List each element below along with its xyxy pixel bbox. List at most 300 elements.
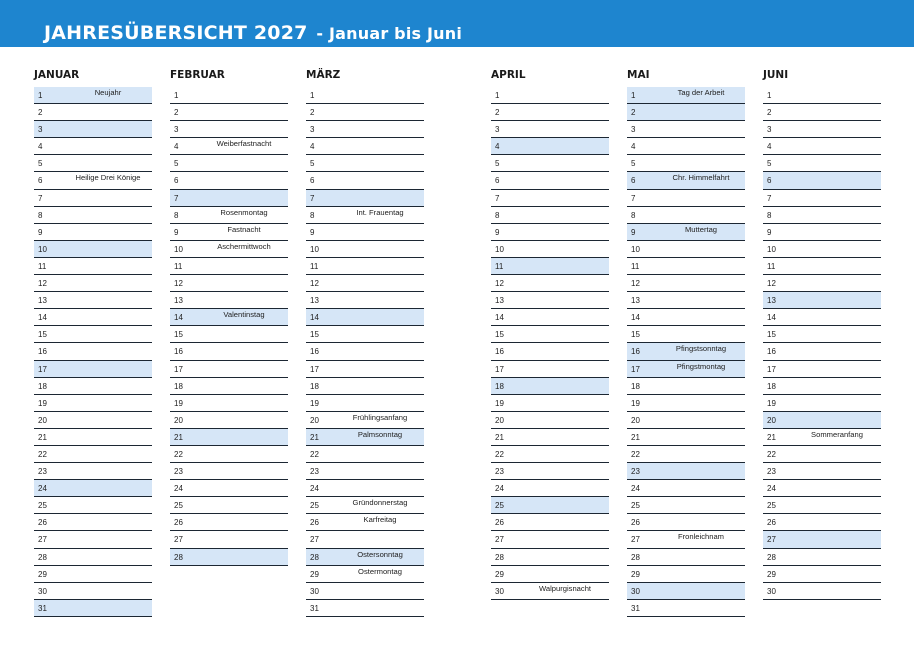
day-row [491,497,609,514]
holiday-label: Rosenmontag [220,207,268,217]
day-number: 25 [495,501,504,511]
day-row [306,395,424,412]
day-number: 22 [174,449,183,459]
day-number: 17 [495,364,504,374]
day-number: 13 [631,296,640,306]
day-row [34,566,152,583]
day-row [306,275,424,292]
month-name: JANUAR [34,69,80,81]
day-number: 19 [174,398,183,408]
month-column-mai [627,69,745,617]
day-number: 26 [174,518,183,528]
day-number: 5 [495,159,500,169]
day-number: 27 [310,535,319,545]
day-row [306,258,424,275]
holiday-label: Heilige Drei Könige [75,173,141,183]
day-number: 30 [631,586,640,596]
day-row [34,446,152,463]
day-row [763,514,881,531]
day-row [306,121,424,138]
day-row [170,326,288,343]
day-number: 22 [38,449,47,459]
day-row [763,224,881,241]
day-row [763,172,881,189]
day-number: 15 [174,330,183,340]
day-number: 28 [631,552,640,562]
day-number: 17 [310,364,319,374]
day-number: 10 [495,244,504,254]
day-number: 6 [38,176,43,186]
day-number: 12 [174,279,183,289]
day-number: 16 [767,347,776,357]
day-row [34,600,152,617]
day-number: 26 [767,518,776,528]
day-number: 31 [38,603,47,613]
day-number: 24 [310,484,319,494]
day-row [491,412,609,429]
day-row [34,514,152,531]
day-row [306,292,424,309]
day-number: 3 [767,125,772,135]
day-row [306,378,424,395]
day-row [627,275,745,292]
day-row [306,309,424,326]
day-number: 7 [38,193,43,203]
day-number: 20 [767,415,776,425]
day-row [34,292,152,309]
day-number: 10 [631,244,640,254]
day-number: 27 [38,535,47,545]
day-number: 7 [631,193,636,203]
day-row [491,138,609,155]
day-number: 15 [495,330,504,340]
day-number: 11 [495,261,504,271]
day-row [306,87,424,104]
day-row [763,549,881,566]
day-row [34,549,152,566]
day-number: 8 [38,210,43,220]
day-number: 8 [495,210,500,220]
day-row [306,207,424,224]
day-number: 14 [631,313,640,323]
day-row [763,241,881,258]
day-row [627,172,745,189]
month-name: APRIL [491,69,526,81]
day-number: 6 [174,176,179,186]
day-row [34,395,152,412]
day-number: 16 [631,347,640,357]
day-number: 24 [174,484,183,494]
day-row [306,446,424,463]
day-row [170,138,288,155]
day-number: 2 [631,108,636,118]
day-row [627,361,745,378]
day-number: 3 [38,125,43,135]
day-row [763,412,881,429]
day-number: 22 [767,449,776,459]
day-row [306,361,424,378]
day-row [306,566,424,583]
day-row [491,395,609,412]
day-number: 20 [174,415,183,425]
day-row [627,326,745,343]
day-number: 24 [767,484,776,494]
day-row [170,497,288,514]
day-number: 25 [767,501,776,511]
day-number: 29 [495,569,504,579]
day-row [34,207,152,224]
day-row [627,497,745,514]
day-number: 10 [174,244,183,254]
day-row [627,309,745,326]
day-number: 16 [38,347,47,357]
month-name: FEBRUAR [170,69,225,81]
day-number: 27 [495,535,504,545]
day-row [627,258,745,275]
day-row [627,429,745,446]
day-number: 3 [310,125,315,135]
day-number: 26 [310,518,319,528]
day-row [763,566,881,583]
day-number: 9 [310,227,315,237]
day-row [491,121,609,138]
day-row [170,207,288,224]
holiday-label: Valentinstag [223,310,265,320]
holiday-label: Aschermittwoch [217,241,271,251]
day-number: 8 [310,210,315,220]
day-number: 19 [38,398,47,408]
holiday-label: Chr. Himmelfahrt [672,173,730,183]
day-number: 11 [310,261,319,271]
day-row [627,514,745,531]
day-number: 19 [631,398,640,408]
day-number: 18 [767,381,776,391]
day-row [170,463,288,480]
day-number: 20 [310,415,319,425]
day-row [491,309,609,326]
day-row [763,446,881,463]
day-row [763,378,881,395]
day-number: 15 [631,330,640,340]
day-number: 3 [495,125,500,135]
day-number: 14 [310,313,319,323]
day-row [627,566,745,583]
holiday-label: Muttertag [684,224,718,234]
holiday-label: Fronleichnam [677,532,724,542]
day-number: 22 [310,449,319,459]
day-row [491,258,609,275]
day-row [34,224,152,241]
day-number: 15 [767,330,776,340]
day-number: 12 [767,279,776,289]
day-row [170,549,288,566]
day-number: 19 [310,398,319,408]
day-number: 13 [495,296,504,306]
holiday-label: Neujahr [94,88,122,97]
day-number: 11 [174,261,183,271]
day-number: 25 [38,501,47,511]
day-number: 27 [174,535,183,545]
day-row [170,480,288,497]
day-row [763,258,881,275]
day-number: 11 [38,261,47,271]
day-row [763,429,881,446]
day-number: 14 [174,313,183,323]
day-row [34,309,152,326]
day-row [491,378,609,395]
day-number: 21 [38,432,47,442]
day-row [170,155,288,172]
day-number: 30 [310,586,319,596]
day-number: 18 [631,381,640,391]
day-number: 19 [767,398,776,408]
day-row [627,531,745,548]
day-number: 13 [767,296,776,306]
day-row [491,207,609,224]
day-number: 4 [631,142,636,152]
day-number: 18 [38,381,47,391]
month-column-juni [763,69,881,600]
day-number: 3 [631,125,636,135]
day-row [170,190,288,207]
day-row [306,463,424,480]
day-number: 7 [310,193,315,203]
holiday-label: Sommeranfang [811,429,863,439]
day-row [627,121,745,138]
day-row [170,241,288,258]
day-row [627,600,745,617]
day-number: 25 [310,501,319,511]
day-number: 23 [38,467,47,477]
day-number: 26 [38,518,47,528]
day-number: 22 [495,449,504,459]
day-number: 6 [310,176,315,186]
day-number: 20 [495,415,504,425]
day-number: 21 [495,432,504,442]
day-row [306,138,424,155]
day-row [170,121,288,138]
month-name: JUNI [763,69,789,81]
day-number: 16 [495,347,504,357]
day-number: 2 [38,108,43,118]
day-number: 1 [310,91,315,100]
day-number: 17 [38,364,47,374]
holiday-label: Ostermontag [358,566,402,576]
day-row [170,275,288,292]
day-number: 1 [495,91,500,100]
holiday-label: Int. Frauentag [356,207,404,217]
holiday-label: Pfingstmontag [676,361,726,371]
day-number: 22 [631,449,640,459]
day-row [34,104,152,121]
day-row [170,514,288,531]
day-row [491,275,609,292]
day-row [306,497,424,514]
day-number: 2 [310,108,315,118]
day-row [627,292,745,309]
day-number: 16 [310,347,319,357]
day-row [763,155,881,172]
day-number: 15 [310,330,319,340]
day-number: 1 [631,91,636,100]
day-number: 20 [38,415,47,425]
header-bar [0,0,914,47]
day-number: 8 [631,210,636,220]
day-row [170,378,288,395]
day-row [491,172,609,189]
day-number: 1 [767,91,772,100]
day-number: 25 [631,501,640,511]
day-number: 31 [310,603,319,613]
day-row [763,309,881,326]
day-row [170,395,288,412]
day-row [627,104,745,121]
day-row [491,224,609,241]
day-number: 9 [38,227,43,237]
day-row [627,378,745,395]
day-number: 9 [174,227,179,237]
day-number: 18 [174,381,183,391]
day-number: 28 [174,552,183,562]
day-row [170,531,288,548]
day-row [763,121,881,138]
day-number: 17 [174,364,183,374]
day-row [34,343,152,360]
day-row [34,412,152,429]
day-row [627,241,745,258]
day-number: 29 [767,569,776,579]
day-number: 26 [631,518,640,528]
day-number: 11 [767,261,776,271]
month-column-februar [170,69,288,566]
month-name: MÄRZ [306,69,341,81]
day-row [491,480,609,497]
day-number: 21 [174,432,183,442]
day-row [34,378,152,395]
day-row [170,172,288,189]
day-number: 29 [38,569,47,579]
day-number: 21 [631,432,640,442]
day-number: 10 [38,244,47,254]
day-number: 18 [310,381,319,391]
day-row [763,292,881,309]
day-row [170,412,288,429]
day-row [170,446,288,463]
month-column-märz [306,69,424,617]
day-number: 7 [767,193,772,203]
day-number: 18 [495,381,504,391]
day-number: 9 [631,227,636,237]
day-row [491,583,609,600]
day-row [306,326,424,343]
day-number: 4 [174,142,179,152]
day-row [627,87,745,104]
day-row [34,258,152,275]
day-row [34,361,152,378]
day-row [763,531,881,548]
day-row [170,224,288,241]
day-number: 26 [495,518,504,528]
month-name: MAI [627,69,650,81]
day-row [491,190,609,207]
day-row [491,292,609,309]
holiday-label: Frühlingsanfang [352,412,408,422]
day-row [34,326,152,343]
day-row [763,275,881,292]
day-row [491,463,609,480]
day-row [627,549,745,566]
day-number: 14 [767,313,776,323]
day-number: 6 [631,176,636,186]
day-row [306,549,424,566]
holiday-label: Gründonnerstag [352,498,408,508]
day-row [491,155,609,172]
day-number: 4 [310,142,315,152]
day-number: 20 [631,415,640,425]
day-row [306,531,424,548]
day-row [306,104,424,121]
day-number: 4 [767,142,772,152]
day-number: 4 [495,142,500,152]
day-row [627,463,745,480]
day-number: 12 [38,279,47,289]
day-row [627,480,745,497]
day-row [306,480,424,497]
day-row [170,104,288,121]
day-number: 12 [631,279,640,289]
day-number: 24 [631,484,640,494]
day-row [306,172,424,189]
day-row [34,463,152,480]
day-row [491,326,609,343]
day-row [306,600,424,617]
day-number: 17 [631,364,640,374]
day-row [34,138,152,155]
day-number: 2 [495,108,500,118]
day-row [627,583,745,600]
day-number: 1 [174,91,179,100]
day-row [34,241,152,258]
day-row [763,190,881,207]
day-row [170,87,288,104]
day-number: 30 [767,586,776,596]
day-number: 7 [174,193,179,203]
day-number: 29 [310,569,319,579]
day-row [627,224,745,241]
day-row [34,155,152,172]
holiday-label: Tag der Arbeit [677,88,725,97]
day-row [170,343,288,360]
day-row [627,395,745,412]
day-number: 5 [38,159,43,169]
day-row [306,514,424,531]
day-number: 9 [495,227,500,237]
day-row [34,497,152,514]
day-row [763,361,881,378]
day-row [491,429,609,446]
day-number: 10 [767,244,776,254]
day-row [34,480,152,497]
day-row [34,583,152,600]
day-row [491,549,609,566]
day-number: 27 [631,535,640,545]
day-number: 12 [495,279,504,289]
day-row [34,531,152,548]
day-number: 14 [495,313,504,323]
day-row [34,87,152,104]
day-number: 27 [767,535,776,545]
page-title [44,22,462,44]
